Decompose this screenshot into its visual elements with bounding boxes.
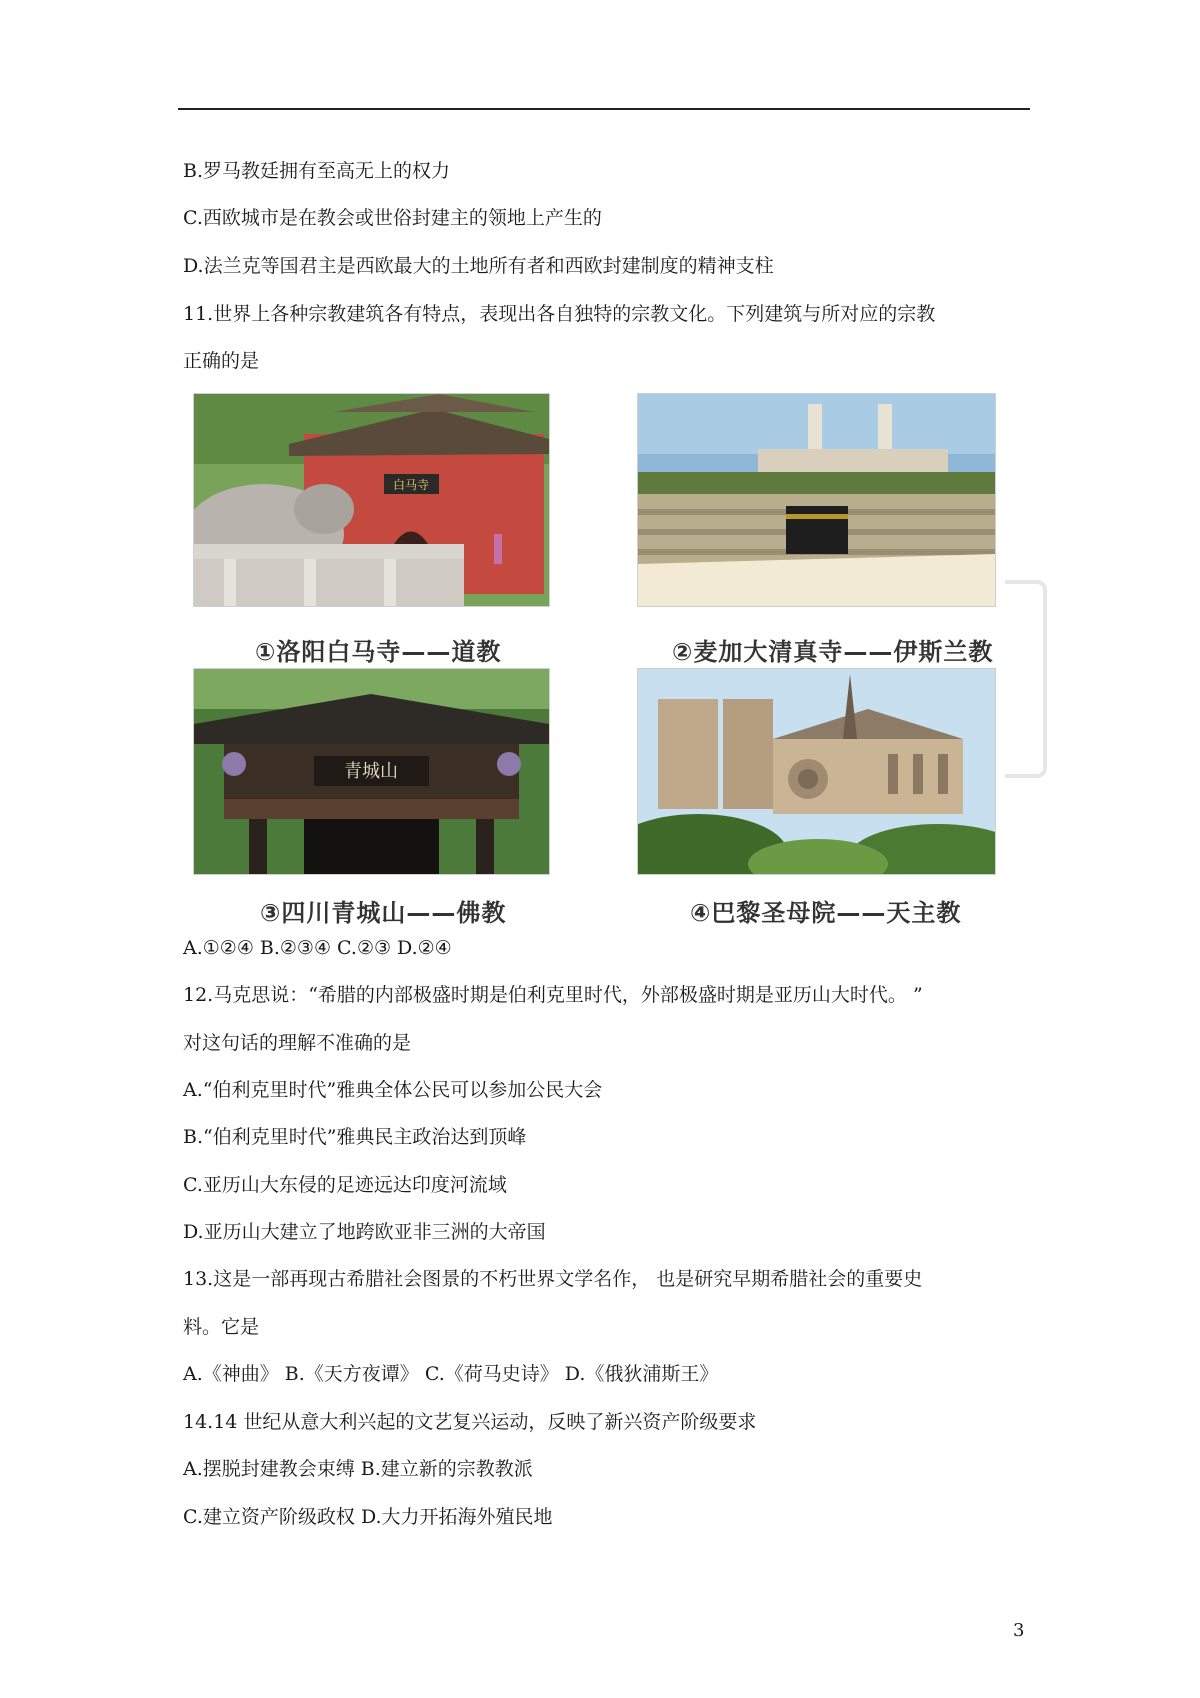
q13-stem-line-2: 料。它是 <box>183 1316 260 1338</box>
q11-stem-line-2: 正确的是 <box>183 350 260 372</box>
white-horse-temple-illustration <box>194 394 549 606</box>
figure-white-horse-temple <box>193 393 550 607</box>
q11-stem-line-1: 11.世界上各种宗教建筑各有特点，表现出各自独特的宗教文化。下列建筑与所对应的宗教 <box>183 303 936 325</box>
figure-2-caption: ②麦加大清真寺——伊斯兰教 <box>672 638 994 666</box>
q11-options: A.①②④ B.②③④ C.②③ D.②④ <box>183 937 452 959</box>
temple-sign-text: 白马寺 <box>392 478 430 492</box>
q12-stem-line-2: 对这句话的理解不准确的是 <box>183 1032 412 1054</box>
q13-options: A.《神曲》 B.《天方夜谭》 C.《荷马史诗》 D.《俄狄浦斯王》 <box>183 1363 719 1385</box>
gate-sign-text: 青城山 <box>344 761 398 782</box>
q10-option-c: C.西欧城市是在教会或世俗封建主的领地上产生的 <box>183 207 602 229</box>
figure-3-caption: ③四川青城山——佛教 <box>260 899 507 927</box>
notre-dame-illustration <box>638 669 995 874</box>
q12-option-c: C.亚历山大东侵的足迹远达印度河流域 <box>183 1174 507 1196</box>
q14-options-cd: C.建立资产阶级政权 D.大力开拓海外殖民地 <box>183 1506 553 1528</box>
q12-option-b: B.“伯利克里时代”雅典民主政治达到顶峰 <box>183 1126 527 1148</box>
figure-1-caption: ①洛阳白马寺——道教 <box>255 638 502 666</box>
header-rule <box>178 108 1030 110</box>
q10-option-d: D.法兰克等国君主是西欧最大的土地所有者和西欧封建制度的精神支柱 <box>183 255 774 277</box>
figure-mecca-great-mosque <box>637 393 996 607</box>
scan-watermark <box>1005 580 1047 778</box>
page-number: 3 <box>1013 1620 1025 1641</box>
q12-option-a: A.“伯利克里时代”雅典全体公民可以参加公民大会 <box>183 1079 603 1101</box>
figure-qingcheng-mountain <box>193 668 550 875</box>
q12-stem-line-1: 12.马克思说：“希腊的内部极盛时期是伯利克里时代，外部极盛时期是亚历山大时代。 ” <box>183 984 923 1006</box>
figure-notre-dame <box>637 668 996 875</box>
q12-option-d: D.亚历山大建立了地跨欧亚非三洲的大帝国 <box>183 1221 546 1243</box>
qingcheng-gate-illustration <box>194 669 549 874</box>
q14-stem: 14.14 世纪从意大利兴起的文艺复兴运动，反映了新兴资产阶级要求 <box>183 1411 757 1433</box>
q13-stem-line-1: 13.这是一部再现古希腊社会图景的不朽世界文学名作， 也是研究早期希腊社会的重要史 <box>183 1268 923 1290</box>
q10-option-b: B.罗马教廷拥有至高无上的权力 <box>183 160 451 182</box>
q14-options-ab: A.摆脱封建教会束缚 B.建立新的宗教教派 <box>183 1458 533 1480</box>
figure-4-caption: ④巴黎圣母院——天主教 <box>690 899 962 927</box>
mecca-mosque-illustration <box>638 394 995 606</box>
